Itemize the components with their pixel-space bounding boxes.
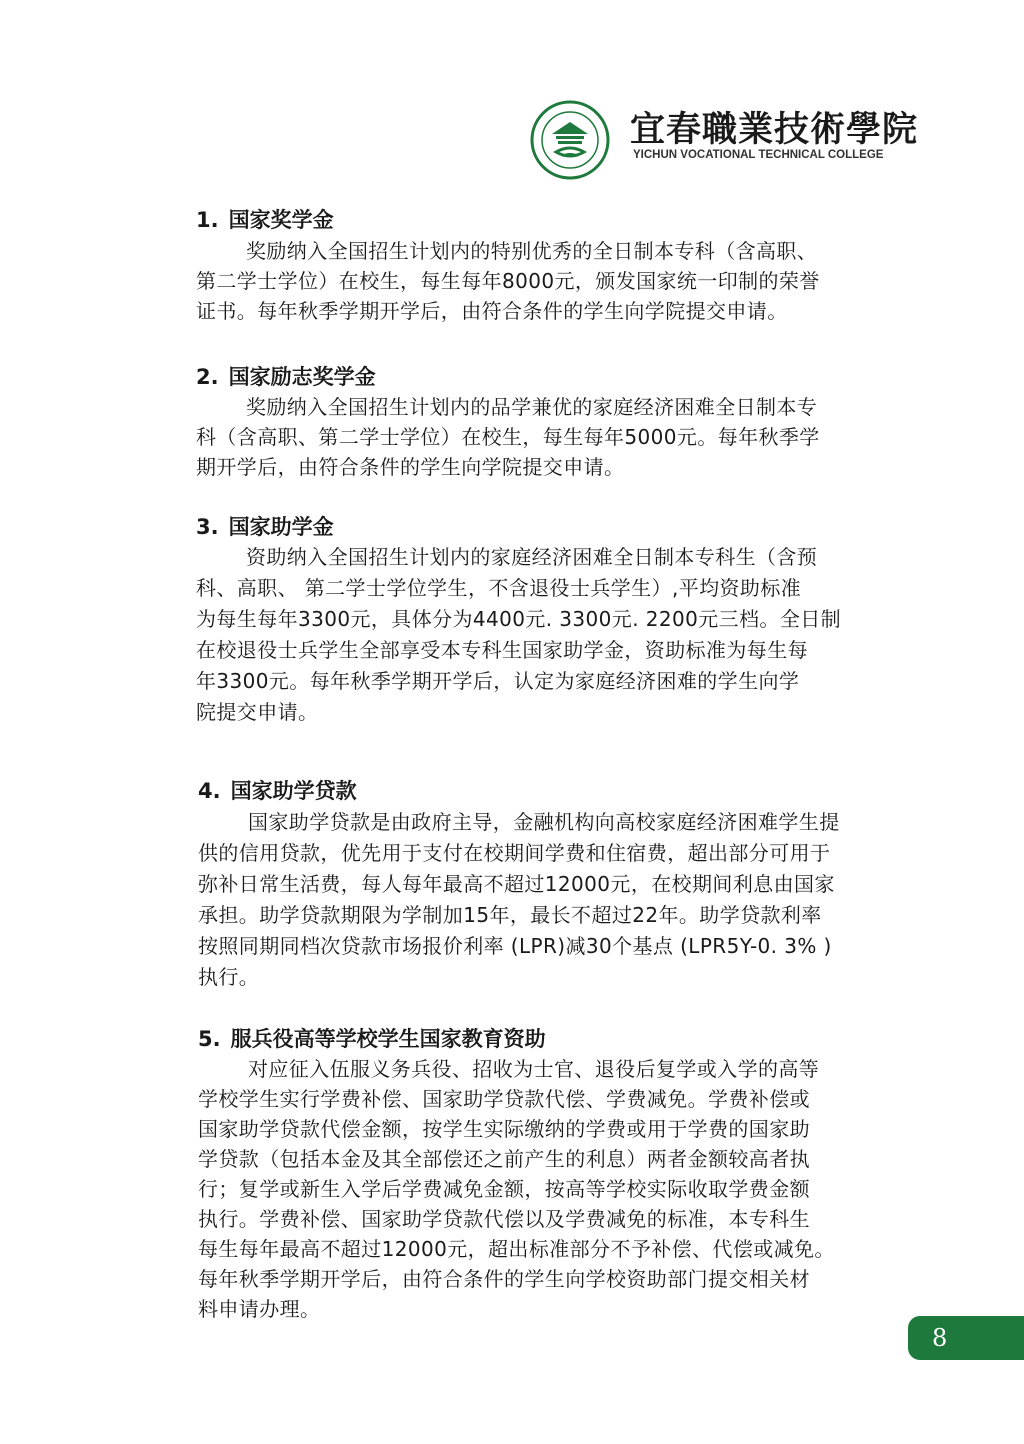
section-title <box>196 362 376 392</box>
section-title <box>198 1024 546 1054</box>
college-seal-logo-icon <box>530 100 610 180</box>
page-number-tab <box>908 1316 1024 1360</box>
paragraph-line: 国家助学贷款是由政府主导，金融机构向高校家庭经济困难学生提 <box>248 810 840 834</box>
paragraph-line: 科（含高职、第二学士学位）在校生，每生每年5000元。每年秋季学 <box>196 425 820 449</box>
paragraph-line: 学校学生实行学费补偿、国家助学贷款代偿、学费减免。学费补偿或 <box>198 1087 810 1111</box>
college-name-english: YICHUN VOCATIONAL TECHNICAL COLLEGE <box>633 149 884 161</box>
section-number: 3. <box>196 515 219 539</box>
paragraph-line: 奖励纳入全国招生计划内的品学兼优的家庭经济困难全日制本专 <box>246 395 818 419</box>
section-number: 4. <box>198 779 221 803</box>
section-number: 5. <box>198 1027 221 1051</box>
paragraph-line: 年3300元。每年秋季学期开学后，认定为家庭经济困难的学生向学 <box>196 669 800 693</box>
paragraph-line: 执行。 <box>198 965 260 989</box>
paragraph-line: 期开学后，由符合条件的学生向学院提交申请。 <box>196 455 625 479</box>
paragraph-line: 学贷款（包括本金及其全部偿还之前产生的利息）两者金额较高者执 <box>198 1147 810 1171</box>
paragraph-line: 为每生每年3300元，具体分为4400元. 3300元. 2200元三档。全日制 <box>196 607 842 631</box>
section-heading: 国家助学贷款 <box>230 779 357 803</box>
paragraph-line: 执行。学费补偿、国家助学贷款代偿以及学费减免的标准，本专科生 <box>198 1207 810 1231</box>
paragraph-line: 国家助学贷款代偿金额，按学生实际缴纳的学费或用于学费的国家助 <box>198 1117 810 1141</box>
paragraph-line: 承担。助学贷款期限为学制加15年，最长不超过22年。助学贷款利率 <box>198 903 822 927</box>
paragraph-line: 料申请办理。 <box>198 1297 321 1321</box>
section-number: 2. <box>196 365 219 389</box>
paragraph-line: 在校退役士兵学生全部享受本专科生国家助学金，资助标准为每生每 <box>196 638 808 662</box>
paragraph-line: 弥补日常生活费，每人每年最高不超过12000元，在校期间利息由国家 <box>198 872 835 896</box>
page-number: 8 <box>932 1324 948 1352</box>
paragraph-line: 供的信用贷款，优先用于支付在校期间学费和住宿费，超出部分可用于 <box>198 841 831 865</box>
paragraph-line: 院提交申请。 <box>196 700 319 724</box>
section-title <box>196 512 334 542</box>
paragraph-line: 按照同期同档次贷款市场报价利率 (LPR)减30个基点 (LPR5Y-0. 3% ) <box>198 934 832 958</box>
paragraph-line: 科、高职、 第二学士学位学生，不含退役士兵学生）,平均资助标准 <box>196 576 802 600</box>
paragraph-line: 第二学士学位）在校生，每生每年8000元，颁发国家统一印制的荣誉 <box>196 269 820 293</box>
section-heading: 国家奖学金 <box>228 208 334 232</box>
section-number: 1. <box>196 208 219 232</box>
paragraph-line: 每年秋季学期开学后，由符合条件的学生向学校资助部门提交相关材 <box>198 1267 810 1291</box>
college-name-chinese: 宜春職業技術學院 <box>630 109 919 150</box>
college-header <box>530 100 919 180</box>
paragraph-line: 行；复学或新生入学后学费减免金额，按高等学校实际收取学费金额 <box>198 1177 810 1201</box>
section-heading: 国家助学金 <box>228 515 334 539</box>
section-heading: 服兵役高等学校学生国家教育资助 <box>230 1027 546 1051</box>
paragraph-line: 证书。每年秋季学期开学后，由符合条件的学生向学院提交申请。 <box>196 299 788 323</box>
paragraph-line: 对应征入伍服义务兵役、招收为士官、退役后复学或入学的高等 <box>248 1057 820 1081</box>
paragraph-line: 奖励纳入全国招生计划内的特别优秀的全日制本专科（含高职、 <box>246 239 818 263</box>
section-heading: 国家励志奖学金 <box>228 365 376 389</box>
paragraph-line: 每生每年最高不超过12000元，超出标准部分不予补偿、代偿或减免。 <box>198 1237 835 1261</box>
paragraph-line: 资助纳入全国招生计划内的家庭经济困难全日制本专科生（含预 <box>246 545 818 569</box>
section-title <box>196 205 334 235</box>
section-title <box>198 776 357 806</box>
